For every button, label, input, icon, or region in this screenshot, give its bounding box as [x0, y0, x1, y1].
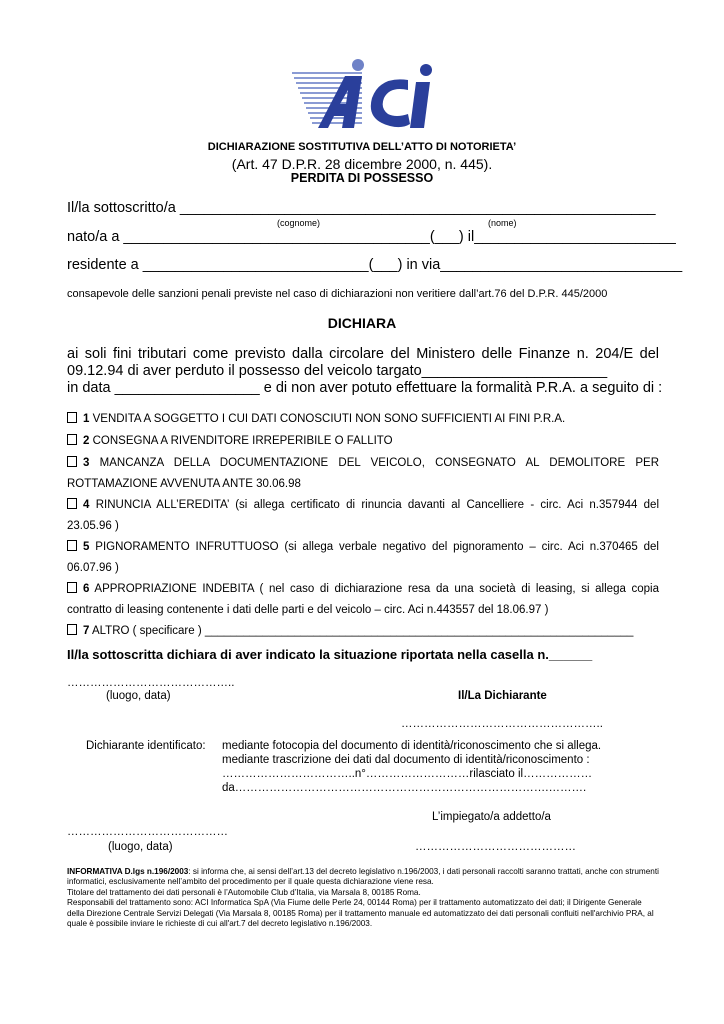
informativa — [67, 867, 659, 929]
option-1[interactable]: 1 VENDITA A SOGGETTO I CUI DATI CONOSCIUTI NON SONO SUFFICIENTI AI FINI P.R.A. — [67, 409, 659, 430]
documento-issuer-line[interactable]: da……………………………………………………………………….………. — [222, 782, 587, 794]
casella-statement: Il/la sottoscritta dichiara di aver indicato la situazione riportata nella casella n.______ — [67, 647, 593, 662]
informativa-responsabili: Responsabili del trattamento sono: ACI Informatica SpA (Via Fiume delle Perle 24, 00144 Roma) per il trattamento automatizzato dei dati; il Dirigente Generale della Direzione Centrale Servizi Delegati (Via Marsala 8, 00185 Roma) per il trattamento manuale ed automatizzato dei dati personali confluiti nell'archivio PRA, al quale è possibile inviare le richieste di cui all'art.7 del decreto legislativo n.196/2003. — [67, 898, 654, 929]
option-5[interactable]: 5 PIGNORAMENTO INFRUTTUOSO (si allega verbale negativo del pignoramento – circ. Aci n.370465 del 06.07.96 ) — [67, 541, 659, 574]
checkbox-icon[interactable] — [67, 412, 77, 423]
place-date-line[interactable]: …………………………………….. — [67, 677, 235, 689]
cognome-label: (cognome) — [277, 218, 321, 228]
checkbox-icon[interactable] — [67, 434, 77, 445]
place-date-line-2[interactable]: …………………………………… — [67, 826, 228, 838]
mediante-trascrizione: mediante trascrizione dei dati dal documento di identità/riconoscimento : — [222, 754, 590, 766]
doc-section: PERDITA DI POSSESSO — [290, 171, 434, 185]
doc-title: DICHIARAZIONE SOSTITUTIVA DELL’ATTO DI NOTORIETA’ — [207, 141, 517, 153]
informativa-text: : si informa che, ai sensi dell’art.13 del decreto legislativo n.196/2003, i dati personali raccolti saranno trattati, anche con strumenti informatici, esclusivamente nell’ambito del procedimento per il quale questa dichiarazione viene resa. — [67, 867, 659, 887]
option-4[interactable]: 4 RINUNCIA ALL’EREDITA’ (si allega certificato di rinuncia davanti al Cancelliere - circ. Aci n.357944 del 23.05.96 ) — [67, 499, 660, 532]
option-7[interactable]: 7 ALTRO ( specificare ) ___________________________________________________________________ — [67, 621, 659, 642]
option-6[interactable]: 6 APPROPRIAZIONE INDEBITA ( nel caso di dichiarazione resa da una società di leasing, si allega copia contratto di leasing contenente i dati delle parti e del veicolo – circ. Aci n.443557 del 18.06.97 ) — [67, 583, 659, 616]
dichiara-text-2: in data __________________ e di non aver potuto effettuare la formalità P.R.A. a seguito di : — [67, 380, 663, 396]
doc-subtitle: (Art. 47 D.P.R. 28 dicembre 2000, n. 445). — [231, 156, 493, 172]
residente-field[interactable]: residente a ____________________________(___) in via______________________________ — [67, 257, 683, 273]
identificato-label: Dichiarante identificato: — [86, 740, 206, 752]
impiegato-label: L’impiegato/a addetto/a — [432, 811, 551, 823]
consapevole-text: consapevole delle sanzioni penali previste nel caso di dichiarazioni non veritiere dall’art.76 del D.P.R. 445/2000 — [67, 288, 608, 300]
option-2[interactable]: 2 CONSEGNA A RIVENDITORE IRREPERIBILE O FALLITO — [67, 431, 659, 452]
dichiara-heading: DICHIARA — [327, 315, 397, 331]
dichiarante-signature-line[interactable]: …………………………………………….. — [401, 718, 603, 730]
place-date-label-2: (luogo, data) — [108, 841, 173, 853]
dichiara-text: ai soli fini tributari come previsto dalla circolare del Ministero delle Finanze n. 204/E del 09.12.94 di aver perduto il possesso del veicolo targato_______________________ — [67, 346, 659, 379]
checkbox-icon[interactable] — [67, 582, 77, 593]
impiegato-signature-line[interactable]: …………………………………… — [415, 841, 576, 853]
informativa-titolare: Titolare del trattamento dei dati personali è l’Automobile Club d’Italia, via Marsala 8, 00185 Roma. — [67, 887, 421, 897]
option-3[interactable]: 3 MANCANZA DELLA DOCUMENTAZIONE DEL VEICOLO, CONSEGNATO AL DEMOLITORE PER ROTTAMAZIONE AVVENUTA ANTE 30.06.98 — [67, 457, 660, 490]
documento-number-line[interactable]: ……………………………..n°………………………rilasciato il……………… — [222, 768, 593, 780]
dichiarante-label: Il/La Dichiarante — [458, 690, 547, 702]
mediante-fotocopia: mediante fotocopia del documento di identità/riconoscimento che si allega. — [222, 740, 602, 752]
checkbox-icon[interactable] — [67, 456, 77, 467]
nato-field[interactable]: nato/a a ______________________________________(___) il_________________________ — [67, 229, 676, 245]
place-date-label: (luogo, data) — [106, 690, 171, 702]
checkbox-icon[interactable] — [67, 540, 77, 551]
nome-label: (nome) — [488, 218, 517, 228]
aci-logo — [290, 58, 435, 133]
checkbox-icon[interactable] — [67, 624, 77, 635]
informativa-label: INFORMATIVA D.lgs n.196/2003 — [67, 867, 189, 876]
sottoscritto-field[interactable]: Il/la sottoscritto/a ___________________________________________________________ — [67, 200, 656, 216]
checkbox-icon[interactable] — [67, 498, 77, 509]
